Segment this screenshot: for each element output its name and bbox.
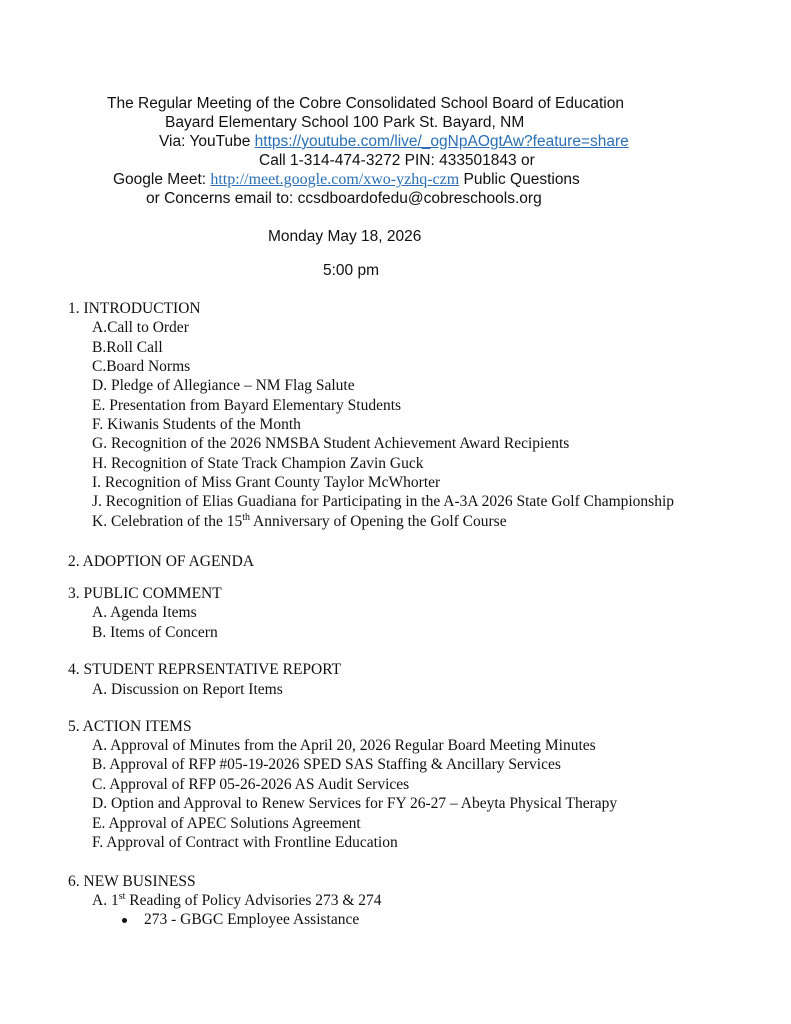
google-meet-link[interactable]: http://meet.google.com/xwo-yzhq-czm [210, 171, 460, 188]
email-line: or Concerns email to: ccsdboardofedu@cobreschools.org [146, 190, 542, 207]
section-heading-new-business: 6. NEW BUSINESS [68, 873, 196, 890]
agenda-item: A. Approval of Minutes from the April 20, 2026 Regular Board Meeting Minutes [92, 737, 596, 754]
meeting-date: Monday May 18, 2026 [268, 228, 422, 245]
agenda-item: A. Discussion on Report Items [92, 681, 283, 698]
youtube-link[interactable]: https://youtube.com/live/_ogNpAOgtAw?feature=share [254, 133, 629, 150]
agenda-item: A.Call to Order [92, 319, 189, 336]
phone-line: Call 1-314-474-3272 PIN: 433501843 or [259, 152, 535, 169]
agenda-item: G. Recognition of the 2026 NMSBA Student Achievement Award Recipients [92, 435, 570, 452]
bullet-icon [122, 918, 127, 923]
youtube-line [159, 133, 629, 151]
agenda-item: B.Roll Call [92, 339, 163, 356]
ordinal-suffix: st [118, 890, 126, 902]
agenda-item: F. Kiwanis Students of the Month [92, 416, 301, 433]
meeting-time: 5:00 pm [323, 262, 380, 279]
agenda-item [92, 892, 382, 910]
agenda-item: C.Board Norms [92, 358, 191, 375]
agenda-item: I. Recognition of Miss Grant County Taylor McWhorter [92, 474, 441, 491]
google-meet-line [113, 171, 580, 189]
youtube-label: Via: YouTube [159, 133, 255, 150]
agenda-item: F. Approval of Contract with Frontline Education [92, 834, 398, 851]
agenda-item [92, 513, 507, 531]
agenda-item: H. Recognition of State Track Champion Zavin Guck [92, 455, 424, 472]
public-questions-label: Public Questions [459, 171, 580, 188]
section-heading-action-items: 5. ACTION ITEMS [68, 718, 192, 735]
agenda-item: C. Approval of RFP 05-26-2026 AS Audit Services [92, 776, 410, 793]
agenda-item: D. Pledge of Allegiance – NM Flag Salute [92, 377, 355, 394]
agenda-item: A. Agenda Items [92, 604, 197, 621]
agenda-item: D. Option and Approval to Renew Services for FY 26-27 – Abeyta Physical Therapy [92, 795, 618, 812]
section-heading-introduction: 1. INTRODUCTION [68, 300, 201, 317]
agenda-item: B. Approval of RFP #05-19-2026 SPED SAS Staffing & Ancillary Services [92, 756, 561, 773]
google-meet-label: Google Meet: [113, 171, 211, 188]
agenda-item: J. Recognition of Elias Guadiana for Participating in the A-3A 2026 State Golf Championship [92, 493, 675, 510]
agenda-item: E. Approval of APEC Solutions Agreement [92, 815, 361, 832]
sub-bullet-item: 273 - GBGC Employee Assistance [144, 911, 360, 928]
section-heading-public-comment: 3. PUBLIC COMMENT [68, 585, 222, 602]
ordinal-suffix: th [242, 511, 251, 523]
agenda-item-text: Reading of Policy Advisories 273 & 274 [125, 892, 382, 909]
agenda-item: E. Presentation from Bayard Elementary Students [92, 397, 402, 414]
agenda-item-text: K. Celebration of the 15 [92, 513, 243, 530]
section-heading-adoption: 2. ADOPTION OF AGENDA [68, 553, 255, 570]
agenda-item: B. Items of Concern [92, 624, 218, 641]
agenda-item-text: Anniversary of Opening the Golf Course [250, 513, 507, 530]
agenda-item-text: A. 1 [92, 892, 119, 909]
meeting-title: The Regular Meeting of the Cobre Consolidated School Board of Education [107, 95, 624, 112]
section-heading-student-report: 4. STUDENT REPRSENTATIVE REPORT [68, 661, 342, 678]
meeting-location: Bayard Elementary School 100 Park St. Bayard, NM [165, 114, 525, 131]
